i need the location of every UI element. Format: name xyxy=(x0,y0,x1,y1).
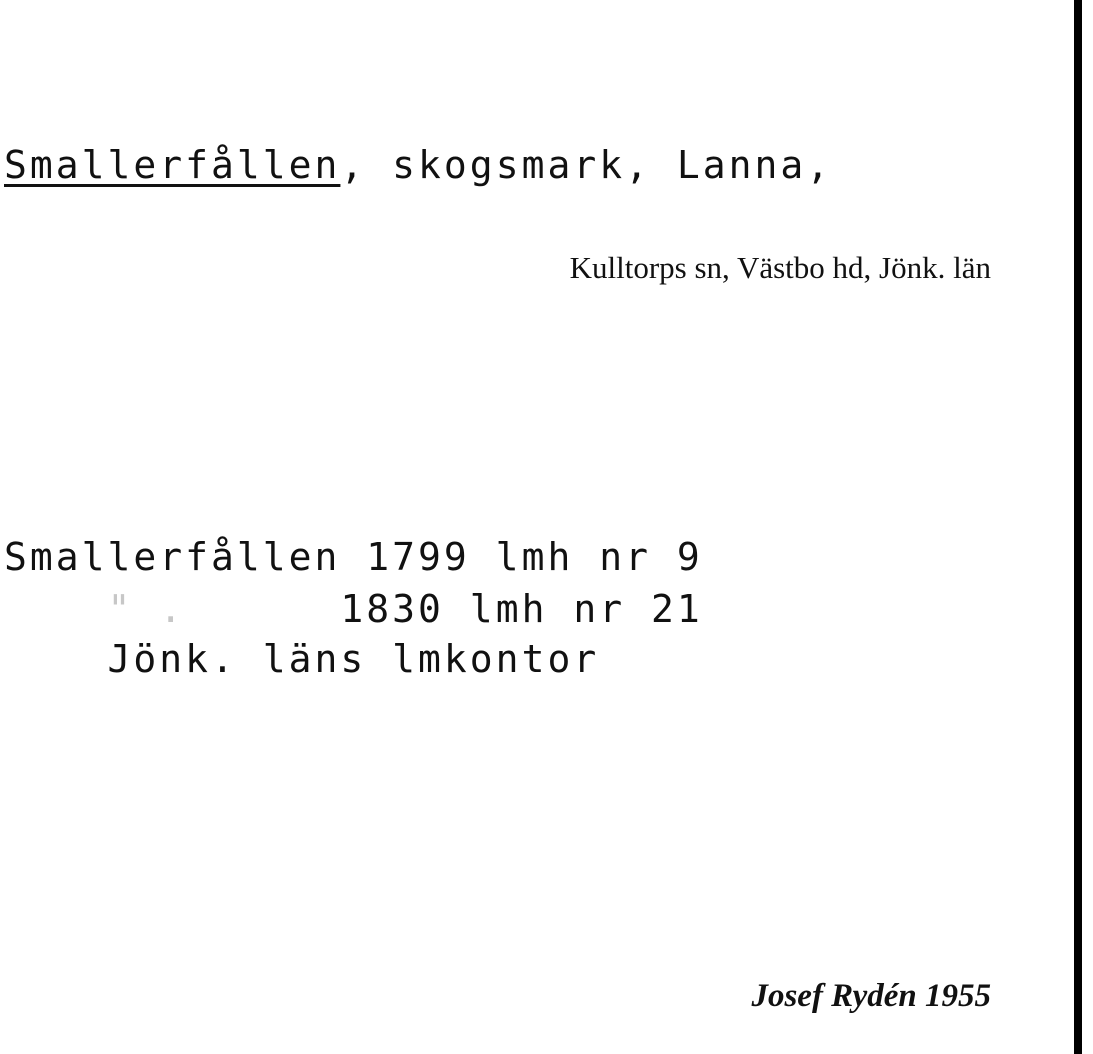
source-line-3 xyxy=(4,637,600,681)
title-line xyxy=(4,143,833,187)
source-line-2 xyxy=(4,587,703,631)
headword: Smallerfållen xyxy=(4,143,341,187)
source-indent xyxy=(4,637,108,681)
source-entry: Jönk. läns lmkontor xyxy=(107,637,600,681)
card-edge-line xyxy=(1074,0,1082,1054)
source-line-1 xyxy=(4,535,703,579)
source-entry: 1830 lmh nr 21 xyxy=(340,587,703,631)
source-lead: Smallerfållen xyxy=(4,535,367,579)
source-entry: 1799 lmh nr 9 xyxy=(366,535,703,579)
location-line: Kulltorps sn, Västbo hd, Jönk. län xyxy=(569,250,991,285)
headword-description: , skogsmark, Lanna, xyxy=(340,143,833,187)
ditto-mark: " . xyxy=(4,587,341,631)
signature: Josef Rydén 1955 xyxy=(751,978,991,1014)
